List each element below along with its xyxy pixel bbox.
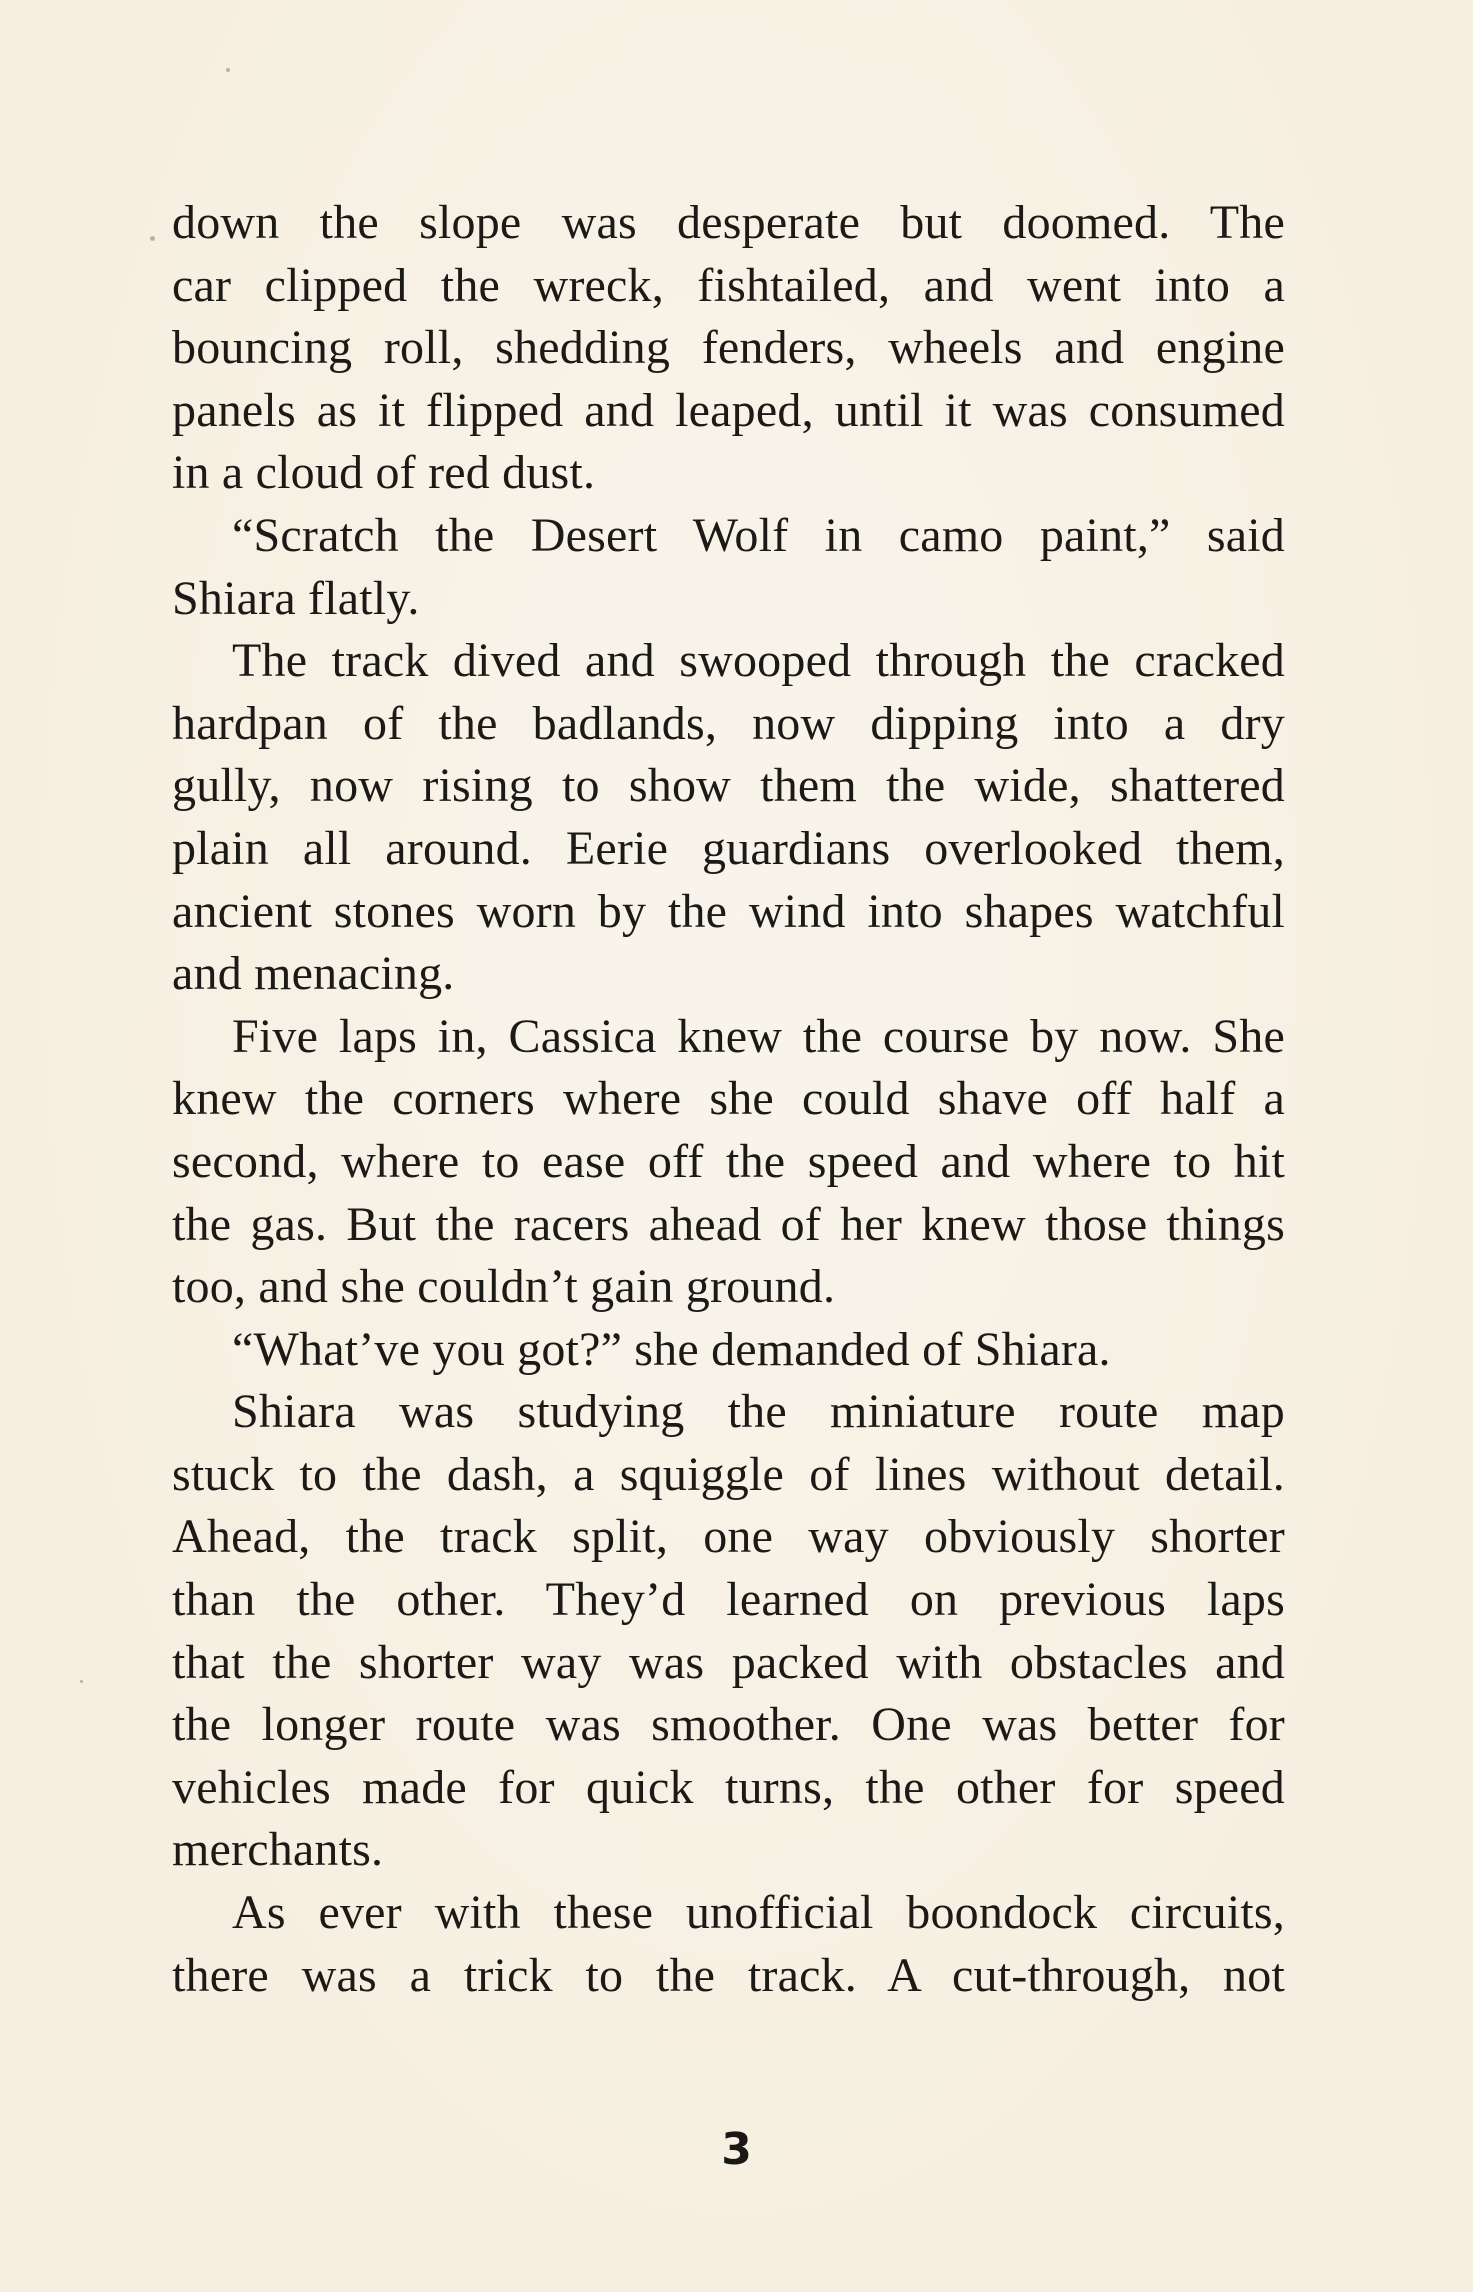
text-line: the gas. But the racers ahead of her knew those things bbox=[172, 1197, 1285, 1251]
text-line: car clipped the wreck, fishtailed, and went into a bbox=[172, 258, 1285, 312]
text-line: merchants. bbox=[172, 1823, 384, 1877]
page-number: 3 bbox=[721, 2124, 752, 2175]
text-line: ancient stones worn by the wind into shapes watchful bbox=[172, 884, 1285, 938]
text-line: “Scratch the Desert Wolf in camo paint,” said bbox=[232, 508, 1285, 562]
text-line: vehicles made for quick turns, the other for speed bbox=[172, 1760, 1285, 1814]
text-line: gully, now rising to show them the wide, shattered bbox=[172, 759, 1285, 813]
text-line: in a cloud of red dust. bbox=[172, 446, 596, 500]
text-line: bouncing roll, shedding fenders, wheels and engine bbox=[172, 321, 1285, 375]
text-line: than the other. They’d learned on previous laps bbox=[172, 1573, 1285, 1627]
text-line: hardpan of the badlands, now dipping into a dry bbox=[172, 696, 1285, 750]
text-line: too, and she couldn’t gain ground. bbox=[172, 1260, 836, 1314]
text-line: panels as it flipped and leaped, until it was consumed bbox=[172, 383, 1285, 437]
text-line: Five laps in, Cassica knew the course by now. She bbox=[232, 1009, 1285, 1063]
text-line: knew the corners where she could shave off half a bbox=[172, 1072, 1285, 1126]
text-line: that the shorter way was packed with obstacles and bbox=[172, 1635, 1285, 1689]
text-line: and menacing. bbox=[172, 947, 455, 1001]
text-line: Ahead, the track split, one way obviously shorter bbox=[172, 1510, 1285, 1564]
text-line: plain all around. Eerie guardians overlooked them, bbox=[172, 821, 1285, 875]
text-line: the longer route was smoother. One was better for bbox=[172, 1698, 1285, 1752]
text-line: down the slope was desperate but doomed. The bbox=[172, 196, 1285, 249]
text-line: Shiara was studying the miniature route map bbox=[232, 1385, 1285, 1439]
paper-speck bbox=[150, 236, 155, 241]
body-text bbox=[172, 192, 1285, 2007]
text-line: The track dived and swooped through the cracked bbox=[232, 634, 1285, 688]
text-line: Shiara flatly. bbox=[172, 571, 420, 625]
text-line: second, where to ease off the speed and where to hit bbox=[172, 1134, 1285, 1188]
paper-speck bbox=[226, 68, 230, 72]
text-line: As ever with these unofficial boondock circuits, bbox=[232, 1886, 1285, 1940]
paper-speck bbox=[80, 1680, 83, 1683]
text-line: stuck to the dash, a squiggle of lines without detail. bbox=[172, 1447, 1285, 1501]
text-line: “What’ve you got?” she demanded of Shiara. bbox=[232, 1322, 1111, 1376]
text-line: there was a trick to the track. A cut-through, not bbox=[172, 1948, 1285, 2002]
